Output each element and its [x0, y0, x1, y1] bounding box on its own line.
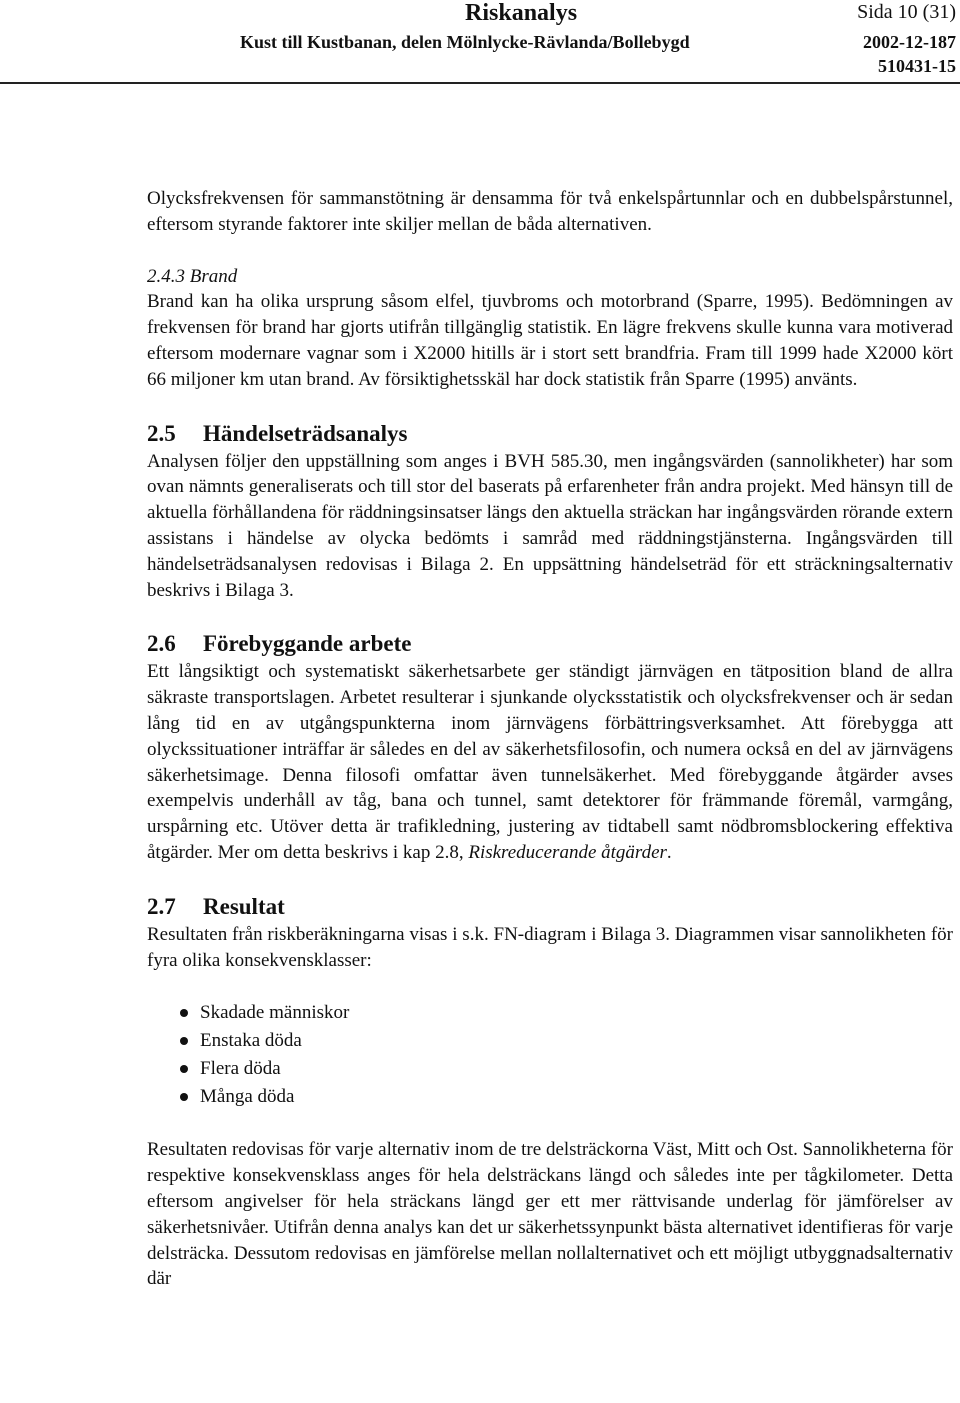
header-rule: [0, 82, 960, 84]
list-item: Flera döda: [147, 1055, 953, 1083]
bullet-icon: [180, 1009, 188, 1017]
list-item: Enstaka döda: [147, 1027, 953, 1055]
subsection-heading-brand: 2.4.3 Brand: [147, 265, 238, 287]
section-2-5-paragraph: Analysen följer den uppställning som anges i BVH 585.30, men ingångsvärden (sannolikheter) har som ovan nämnts generaliserats och till stor del baserats på erfarenheter från andra projekt. Med hänsyn till de aktuella förhållandena för räddningsinsatser längs den aktuella sträckan har ingångsvärden rörande extern assistans i händelse av olycka bedömts i samråd med räddningstjänsterna. Ingångsvärden till händelseträdsanalysen redovisas i Bilaga 2. En uppsättning händelseträd för ett sträckningsalternativ beskrivs i Bilaga 3.: [147, 450, 953, 601]
page-body: [147, 186, 953, 1292]
section-title: Händelseträdsanalys: [203, 420, 408, 446]
bullet-icon: [180, 1065, 188, 1073]
section-heading-2-6: [147, 629, 953, 659]
section-heading-2-5: [147, 419, 953, 449]
section-2-6-paragraph: [147, 659, 953, 865]
chapter-reference: Riskreducerande åtgärder: [468, 841, 667, 863]
intro-paragraph: Olycksfrekvensen för sammanstötning är densamma för två enkelspårtunnlar och en dubbelspårstunnel, eftersom styrande faktorer inte skiljer mellan de båda alternativen.: [147, 188, 953, 235]
page-header: [0, 0, 960, 80]
document-date: 2002-12-187: [863, 32, 956, 52]
section-number: 2.6: [147, 631, 176, 657]
section-2-7-paragraph: Resultaten från riskberäkningarna visas i s.k. FN-diagram i Bilaga 3. Diagrammen visar sannolikheten för fyra olika konsekvensklasser:: [147, 923, 953, 971]
document-subtitle: Kust till Kustbanan, delen Mölnlycke-Rävlanda/Bollebygd: [240, 32, 690, 52]
consequence-class-list: [147, 999, 953, 1111]
bullet-icon: [180, 1093, 188, 1101]
section-title: Resultat: [203, 893, 285, 919]
paragraph-end: .: [666, 841, 672, 863]
section-2-7-paragraph-2: Resultaten redovisas för varje alternativ inom de tre delsträckorna Väst, Mitt och Ost. Sannolikheterna för respektive konsekvensklass anges för hela delsträckans längd och således inte per tågkilometer. Detta eftersom angivelser för hela sträckans längd ger ett mer rättvisande underlag för jämförelser av säkerhetsnivåer. Utifrån denna analys kan det ur säkerhetssynpunkt bästa alternativet identifieras för varje delsträcka. Dessutom redovisas en jämförelse mellan nollalternativet och ett möjligt utbyggnadsalternativ där: [147, 1139, 953, 1290]
bullet-icon: [180, 1037, 188, 1045]
document-title: Riskanalys: [465, 0, 578, 26]
section-heading-2-7: [147, 892, 953, 922]
section-number: 2.7: [147, 893, 176, 919]
paragraph-text: Ett långsiktigt och systematiskt säkerhetsarbete ger ständigt järnvägen en tätposition bland de allra säkraste transportslagen. Arbetet resulterar i sjunkande olycksstatistik och olycksfrekvenser och är sedan lång tid en av utgångspunkterna inom järnvägens förbättringsverksamhet. Att förebygga att olyckssituationer inträffar är således en del av säkerhetsfilosofin, och numera också en del av järnvägens säkerhetsimage. Denna filosofi omfattar även tunnelsäkerhet. Med förebyggande åtgärder avses exempelvis underhåll av tåg, bana och tunnel, samt detektorer för främmande föremål, varmgång, urspårning etc. Utöver detta är trafikledning, justering av tidtabell samt nödbromsblockering effektiva åtgärder. Mer om detta beskrivs i kap 2.8,: [147, 661, 953, 863]
list-item: Skadade människor: [147, 999, 953, 1027]
brand-paragraph: Brand kan ha olika ursprung såsom elfel, tjuvbroms och motorbrand (Sparre, 1995). Bedömningen av frekvensen för brand har gjorts utifrån tillgänglig statistik. En lägre frekvens skulle kunna vara motiverad eftersom modernare vagnar som i X2000 hitills är i stort sett brandfria. Fram till 1999 hade X2000 kört 66 miljoner km utan brand. Av försiktighetsskäl har dock statistik från Sparre (1995) använts.: [147, 291, 953, 390]
document-number: 510431-15: [878, 56, 956, 76]
section-title: Förebyggande arbete: [203, 631, 412, 657]
list-item: Många döda: [147, 1083, 953, 1111]
page-number: Sida 10 (31): [857, 1, 956, 23]
section-number: 2.5: [147, 420, 176, 446]
